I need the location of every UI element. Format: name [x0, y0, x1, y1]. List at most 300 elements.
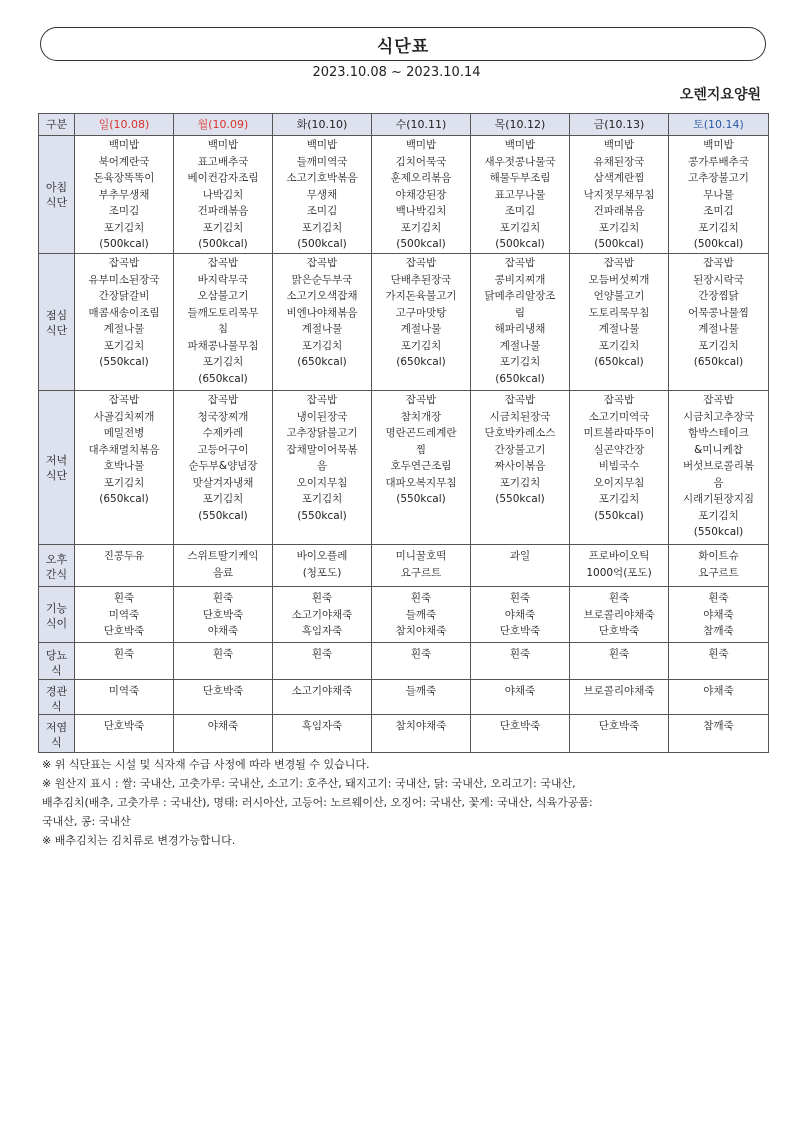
menu-item: 훈제오리볶음 [390, 172, 452, 184]
menu-item: 단호박죽 [598, 625, 640, 637]
menu-item: 바지락무국 [197, 273, 249, 286]
menu-item: &미니케찹 [694, 443, 743, 456]
notes [42, 755, 762, 850]
menu-item: 미트볼라따뚜이 [583, 427, 655, 439]
menu-item: 1000억(포도) [586, 566, 652, 579]
menu-item: 고등어구이 [197, 443, 249, 456]
menu-cell [372, 545, 471, 587]
day-header-sat: 토(10.14) [669, 114, 769, 136]
menu-item: 흰죽 [410, 592, 432, 604]
menu-item: 포기김치 [103, 221, 145, 234]
menu-cell [75, 715, 174, 753]
menu-item: 새우젓콩나물국 [484, 155, 556, 168]
menu-item: 단호박죽 [202, 685, 244, 697]
menu-cell [174, 254, 273, 391]
menu-item: 단호박죽 [103, 720, 145, 732]
menu-cell [471, 136, 570, 254]
menu-item: 포기김치 [499, 476, 541, 489]
menu-item: 림 [514, 306, 526, 319]
menu-item: 백미밥 [306, 139, 338, 151]
menu-item: 포기김치 [698, 339, 739, 352]
menu-item: 포기김치 [301, 493, 343, 505]
menu-item: 단호박죽 [499, 720, 541, 732]
menu-item: 잡곡밥 [504, 257, 536, 269]
menu-item: (550kcal) [198, 509, 248, 522]
row-label [39, 680, 75, 715]
meal-row-lunch [39, 254, 769, 391]
menu-item: 간장찜닭 [698, 290, 739, 302]
menu-cell [75, 643, 174, 680]
menu-item: 브로콜리야채죽 [583, 608, 655, 621]
menu-item: 야채죽 [207, 625, 239, 637]
menu-item: 소고기호박볶음 [286, 172, 358, 184]
menu-item: 음 [713, 476, 724, 489]
menu-item: 흰죽 [410, 648, 432, 660]
menu-item: 찜 [415, 443, 427, 456]
menu-item: 짜사이볶음 [494, 460, 546, 472]
menu-item: 흰죽 [509, 648, 531, 660]
meal-row-breakfast [39, 136, 769, 254]
menu-item: (500kcal) [198, 238, 248, 250]
menu-item: (500kcal) [297, 238, 347, 250]
row-label [39, 254, 75, 391]
menu-item: 조미김 [504, 205, 536, 217]
menu-cell [471, 391, 570, 545]
row-label-line: 점심 [45, 308, 68, 322]
menu-item: 잡곡밥 [405, 257, 437, 269]
menu-item: 흑임자죽 [301, 625, 343, 637]
menu-item: 포기김치 [598, 221, 640, 234]
menu-item: 어묵콩나물찜 [688, 306, 749, 319]
menu-item: (550kcal) [594, 509, 644, 522]
menu-item: 오이지무침 [296, 476, 348, 489]
menu-item: (550kcal) [297, 509, 347, 522]
meal-plan-table [38, 113, 769, 753]
row-label [39, 643, 75, 680]
menu-item: 부추무생채 [98, 188, 150, 201]
menu-item: 매콤새송이조림 [88, 306, 160, 319]
menu-item: 침 [217, 323, 229, 335]
menu-item: 돈육장똑똑이 [93, 172, 155, 184]
meal-row-low-sodium [39, 715, 769, 753]
row-label [39, 391, 75, 545]
menu-cell [75, 391, 174, 545]
menu-item: 계절나물 [598, 323, 640, 335]
menu-item: 들깨미역국 [296, 155, 348, 168]
meal-row-tube-feeding [39, 680, 769, 715]
menu-item: 흰죽 [608, 592, 630, 604]
menu-item: 메밀전병 [103, 427, 145, 439]
menu-item: 포기김치 [202, 356, 244, 368]
row-label-line: 아침 [45, 181, 68, 194]
menu-cell [75, 587, 174, 643]
menu-item: 들깨죽 [405, 685, 437, 697]
menu-item: (650kcal) [198, 372, 248, 385]
menu-item: 된장시락국 [693, 273, 744, 286]
menu-item: 고추장닭불고기 [286, 427, 358, 439]
menu-cell [372, 391, 471, 545]
menu-cell [570, 391, 669, 545]
menu-cell [273, 136, 372, 254]
menu-item: 가지돈육불고기 [385, 290, 457, 302]
menu-item: 계절나물 [400, 323, 442, 335]
menu-cell [273, 254, 372, 391]
menu-cell [174, 587, 273, 643]
row-label [39, 136, 75, 254]
menu-item: 삼색계란찜 [593, 172, 645, 184]
menu-item: 시금치고추장국 [682, 410, 754, 423]
menu-item: 파채콩나물무침 [187, 339, 259, 352]
row-label-line: 간식 [45, 568, 68, 581]
menu-item: (청포도) [302, 566, 342, 579]
menu-item: 바이오플레 [296, 550, 348, 562]
menu-item: 무생채 [306, 188, 338, 201]
menu-item: (650kcal) [495, 372, 545, 385]
menu-item: 실곤약간장 [593, 443, 645, 456]
menu-item: 참치야채죽 [395, 625, 447, 637]
menu-item: 호두연근조림 [390, 460, 452, 472]
menu-item: 맛살겨자냉채 [192, 476, 254, 489]
menu-item: 오이지무침 [593, 476, 645, 489]
menu-item: 버섯브로콜리볶 [682, 460, 754, 472]
menu-item: 백미밥 [405, 139, 437, 151]
menu-item: (550kcal) [495, 493, 545, 505]
meal-plan-body [39, 136, 769, 753]
menu-item: 포기김치 [202, 221, 244, 234]
menu-item: 야채죽 [703, 685, 734, 697]
menu-item: 과일 [509, 550, 531, 562]
menu-item: 해파리냉채 [494, 323, 546, 335]
menu-cell [273, 587, 372, 643]
menu-item: 단호박죽 [598, 720, 640, 732]
menu-item: 잡곡밥 [207, 394, 239, 406]
row-label-line: 저염 [45, 721, 68, 734]
menu-cell [471, 715, 570, 753]
note-line: ※ 배추김치는 김치류로 변경가능합니다. [42, 834, 236, 847]
menu-item: 호박나물 [103, 460, 145, 472]
menu-item: 들깨도토리묵무 [187, 306, 259, 319]
menu-cell [471, 254, 570, 391]
menu-item: 무나물 [703, 188, 734, 201]
day-header-tue: 화(10.10) [273, 114, 372, 136]
menu-item: 표고무나물 [494, 188, 546, 201]
menu-item: 계절나물 [499, 339, 541, 352]
menu-item: 단배추된장국 [390, 273, 452, 286]
menu-item: 함박스테이크 [688, 427, 749, 439]
menu-item: 참치개장 [400, 410, 442, 423]
menu-item: 베이컨감자조림 [187, 172, 259, 184]
menu-item: 건파래볶음 [197, 205, 249, 217]
menu-item: (500kcal) [396, 238, 446, 250]
menu-cell [471, 587, 570, 643]
menu-item: 야채죽 [504, 608, 536, 621]
page-title: 식단표 [40, 27, 766, 61]
note-line: ※ 원산지 표시 : 쌀: 국내산, 고춧가루: 국내산, 소고기: 호주산, 돼지고기: 국내산, 닭: 국내산, 오리고기: 국내산, [42, 777, 576, 790]
menu-cell [75, 680, 174, 715]
menu-item: 김치어묵국 [395, 155, 447, 168]
menu-item: 단호박죽 [499, 625, 541, 637]
menu-cell [174, 715, 273, 753]
menu-cell [471, 545, 570, 587]
row-label [39, 545, 75, 587]
menu-cell [570, 643, 669, 680]
menu-item: (500kcal) [693, 238, 744, 250]
menu-item: 명란곤드레계란 [385, 427, 457, 439]
menu-item: 콩가루배추국 [688, 155, 749, 168]
menu-cell [372, 136, 471, 254]
menu-item: 북어계란국 [98, 155, 150, 168]
menu-item: 콩비지찌개 [494, 273, 546, 286]
row-label [39, 715, 75, 753]
menu-item: 계절나물 [301, 323, 343, 335]
day-header-row [39, 114, 769, 136]
day-header-mon: 월(10.09) [174, 114, 273, 136]
menu-item: 흰죽 [608, 648, 630, 660]
menu-item: 언양불고기 [593, 290, 645, 302]
menu-item: (650kcal) [297, 356, 347, 368]
row-label-line: 경관 [45, 684, 68, 698]
menu-item: 소고기미역국 [588, 410, 650, 423]
menu-item: 시금치된장국 [489, 410, 551, 423]
menu-item: 잡곡밥 [207, 257, 239, 269]
menu-cell [570, 545, 669, 587]
menu-cell [669, 136, 769, 254]
row-label-line: 식단 [45, 323, 68, 337]
menu-item: 잡곡밥 [703, 257, 734, 269]
menu-item: 비빔국수 [598, 460, 640, 472]
menu-item: (500kcal) [594, 238, 644, 250]
menu-item: 포기김치 [598, 339, 640, 352]
menu-item: 흰죽 [212, 592, 234, 604]
menu-item: 대추채멸치볶음 [88, 443, 160, 456]
menu-item: (550kcal) [99, 356, 149, 368]
meal-row-functional-diet [39, 587, 769, 643]
day-header-thu: 목(10.12) [471, 114, 570, 136]
menu-item: 야채죽 [207, 720, 239, 732]
menu-item: 백미밥 [207, 139, 239, 151]
menu-cell [669, 680, 769, 715]
menu-item: 단호박죽 [103, 625, 145, 637]
menu-cell [273, 715, 372, 753]
menu-item: 스위트딸기케익 [187, 550, 259, 562]
menu-item: 맑은순두부국 [291, 273, 353, 286]
row-label-line: 식단 [45, 469, 68, 482]
menu-item: 포기김치 [698, 509, 739, 522]
facility-name: 오렌지요양원 [679, 87, 761, 103]
menu-cell [273, 545, 372, 587]
menu-item: 야채강된장 [395, 188, 447, 201]
menu-cell [372, 715, 471, 753]
menu-item: 잡곡밥 [108, 257, 140, 269]
menu-item: 흰죽 [113, 648, 135, 660]
menu-cell [273, 391, 372, 545]
menu-item: 음료 [212, 566, 234, 579]
menu-item: 소고기오색잡채 [286, 290, 358, 302]
menu-item: 단호박죽 [202, 608, 244, 621]
menu-item: 건파래볶음 [593, 205, 645, 217]
menu-item: 잡곡밥 [504, 394, 536, 406]
menu-item: (650kcal) [594, 356, 644, 368]
menu-cell [471, 680, 570, 715]
menu-item: 포기김치 [598, 493, 640, 505]
menu-item: (650kcal) [396, 356, 446, 368]
menu-cell [75, 136, 174, 254]
menu-item: 소고기야채죽 [291, 685, 353, 697]
menu-item: 음 [316, 460, 328, 472]
menu-item: 시래기된장지짐 [682, 493, 754, 505]
day-header-fri: 금(10.13) [570, 114, 669, 136]
menu-cell [669, 643, 769, 680]
menu-item: 잡곡밥 [306, 394, 338, 406]
menu-item: 흰죽 [113, 592, 135, 604]
menu-item: 모듬버섯찌개 [588, 273, 650, 286]
menu-item: 간장닭갈비 [98, 290, 150, 302]
menu-item: 잡곡밥 [405, 394, 437, 406]
menu-item: 잡곡밥 [603, 257, 635, 269]
menu-cell [669, 715, 769, 753]
menu-item: 백나박김치 [395, 205, 447, 217]
menu-cell [570, 136, 669, 254]
menu-item: 잡채말이어묵볶 [286, 443, 358, 456]
menu-item: 프로바이오틱 [588, 550, 650, 562]
menu-item: 조미김 [108, 205, 140, 217]
menu-item: 백미밥 [603, 139, 635, 151]
menu-item: 참치야채죽 [395, 720, 447, 732]
menu-item: (650kcal) [99, 493, 149, 505]
menu-cell [174, 643, 273, 680]
menu-item: 포기김치 [103, 339, 145, 352]
menu-item: 요구르트 [400, 566, 442, 579]
row-label-line: 기능 [45, 602, 68, 615]
menu-item: 도토리묵무침 [588, 306, 650, 319]
menu-item: 소고기야채죽 [291, 608, 353, 621]
menu-item: 오삼불고기 [197, 290, 249, 302]
menu-cell [174, 680, 273, 715]
menu-item: 포기김치 [400, 339, 442, 352]
menu-item: 고구마맛탕 [395, 306, 447, 319]
row-label-line: 식이 [45, 617, 68, 630]
menu-item: 흑임자죽 [301, 720, 343, 732]
menu-item: 사골김치찌개 [93, 410, 155, 423]
menu-cell [174, 136, 273, 254]
menu-item: (550kcal) [693, 526, 744, 538]
menu-item: 흰죽 [708, 592, 729, 604]
row-label-line: 식 [51, 663, 62, 677]
menu-item: 화이트슈 [698, 550, 739, 562]
menu-item: 잡곡밥 [703, 394, 734, 406]
menu-cell [669, 545, 769, 587]
note-line: 국내산, 콩: 국내산 [42, 815, 131, 828]
day-header-wed: 수(10.11) [372, 114, 471, 136]
menu-cell [570, 715, 669, 753]
menu-cell [174, 391, 273, 545]
menu-item: 간장불고기 [494, 443, 546, 456]
menu-item: 포기김치 [301, 221, 343, 234]
menu-cell [372, 643, 471, 680]
menu-item: 흰죽 [708, 648, 729, 660]
menu-item: 표고배추국 [197, 155, 249, 168]
menu-item: 조미김 [703, 205, 734, 217]
menu-item: 해물두부조림 [489, 172, 551, 184]
menu-item: (650kcal) [693, 356, 744, 368]
menu-item: 참깨죽 [703, 720, 734, 732]
menu-item: 들깨죽 [405, 608, 437, 621]
menu-item: 흰죽 [212, 648, 234, 660]
menu-item: 조미김 [306, 205, 338, 217]
menu-item: 포기김치 [202, 493, 244, 505]
note-line: 배추김치(배추, 고춧가루 : 국내산), 명태: 러시아산, 고등어: 노르웨이산, 오징어: 국내산, 꽃게: 국내산, 식육가공품: [42, 796, 593, 809]
menu-item: 잡곡밥 [603, 394, 635, 406]
row-label-line: 식단 [45, 196, 68, 209]
menu-cell [570, 254, 669, 391]
menu-item: 흰죽 [311, 648, 333, 660]
row-label-line: 식 [51, 699, 62, 713]
menu-item: (500kcal) [495, 238, 545, 250]
corner-label: 구분 [39, 114, 75, 136]
menu-cell [75, 254, 174, 391]
menu-item: 청국장찌개 [197, 410, 249, 423]
menu-item: 낙지젓무채무침 [583, 188, 655, 201]
date-range: 2023.10.08 ~ 2023.10.14 [312, 65, 481, 80]
row-label-line: 오후 [45, 553, 68, 566]
menu-item: 미니꿀호떡 [395, 550, 447, 562]
menu-item: 포기김치 [103, 476, 145, 489]
menu-cell [669, 254, 769, 391]
meal-row-snack [39, 545, 769, 587]
menu-item: 요구르트 [698, 566, 739, 579]
meal-row-diabetic-diet [39, 643, 769, 680]
menu-item: 야채죽 [504, 685, 536, 697]
menu-item: 포기김치 [499, 221, 541, 234]
menu-item: 브로콜리야채죽 [583, 685, 655, 697]
menu-item: 포기김치 [301, 339, 343, 352]
menu-item: (500kcal) [99, 238, 149, 250]
menu-item: (550kcal) [396, 493, 446, 505]
row-label [39, 587, 75, 643]
menu-cell [273, 680, 372, 715]
menu-item: 참깨죽 [703, 625, 734, 637]
menu-item: 흰죽 [311, 592, 333, 604]
menu-item: 비엔나야채볶음 [286, 306, 358, 319]
menu-item: 백미밥 [504, 139, 536, 151]
row-label-line: 당뇨 [45, 648, 68, 662]
menu-cell [669, 587, 769, 643]
menu-item: 고추장불고기 [688, 172, 749, 184]
menu-item: 백미밥 [703, 139, 734, 151]
menu-item: 백미밥 [108, 139, 140, 151]
menu-item: 잡곡밥 [108, 394, 140, 406]
menu-cell [372, 254, 471, 391]
menu-item: 유부미소된장국 [88, 273, 160, 286]
menu-cell [273, 643, 372, 680]
day-header-sun: 일(10.08) [75, 114, 174, 136]
menu-item: 수제카레 [202, 427, 244, 439]
menu-item: 계절나물 [103, 323, 145, 335]
meal-row-dinner [39, 391, 769, 545]
menu-item: 닭메추리알장조 [484, 290, 556, 302]
menu-item: 순두부&양념장 [188, 460, 258, 472]
menu-item: 포기김치 [698, 221, 739, 234]
menu-item: 흰죽 [509, 592, 531, 604]
row-label-line: 식 [51, 736, 62, 749]
menu-item: 진콩두유 [103, 550, 145, 562]
menu-item: 대파오복지무침 [385, 476, 457, 489]
menu-item: 포기김치 [499, 356, 541, 368]
note-line: ※ 위 식단표는 시설 및 식자재 수급 사정에 따라 변경될 수 있습니다. [42, 758, 370, 771]
menu-cell [570, 587, 669, 643]
menu-item: 야채죽 [703, 608, 734, 621]
menu-cell [372, 587, 471, 643]
